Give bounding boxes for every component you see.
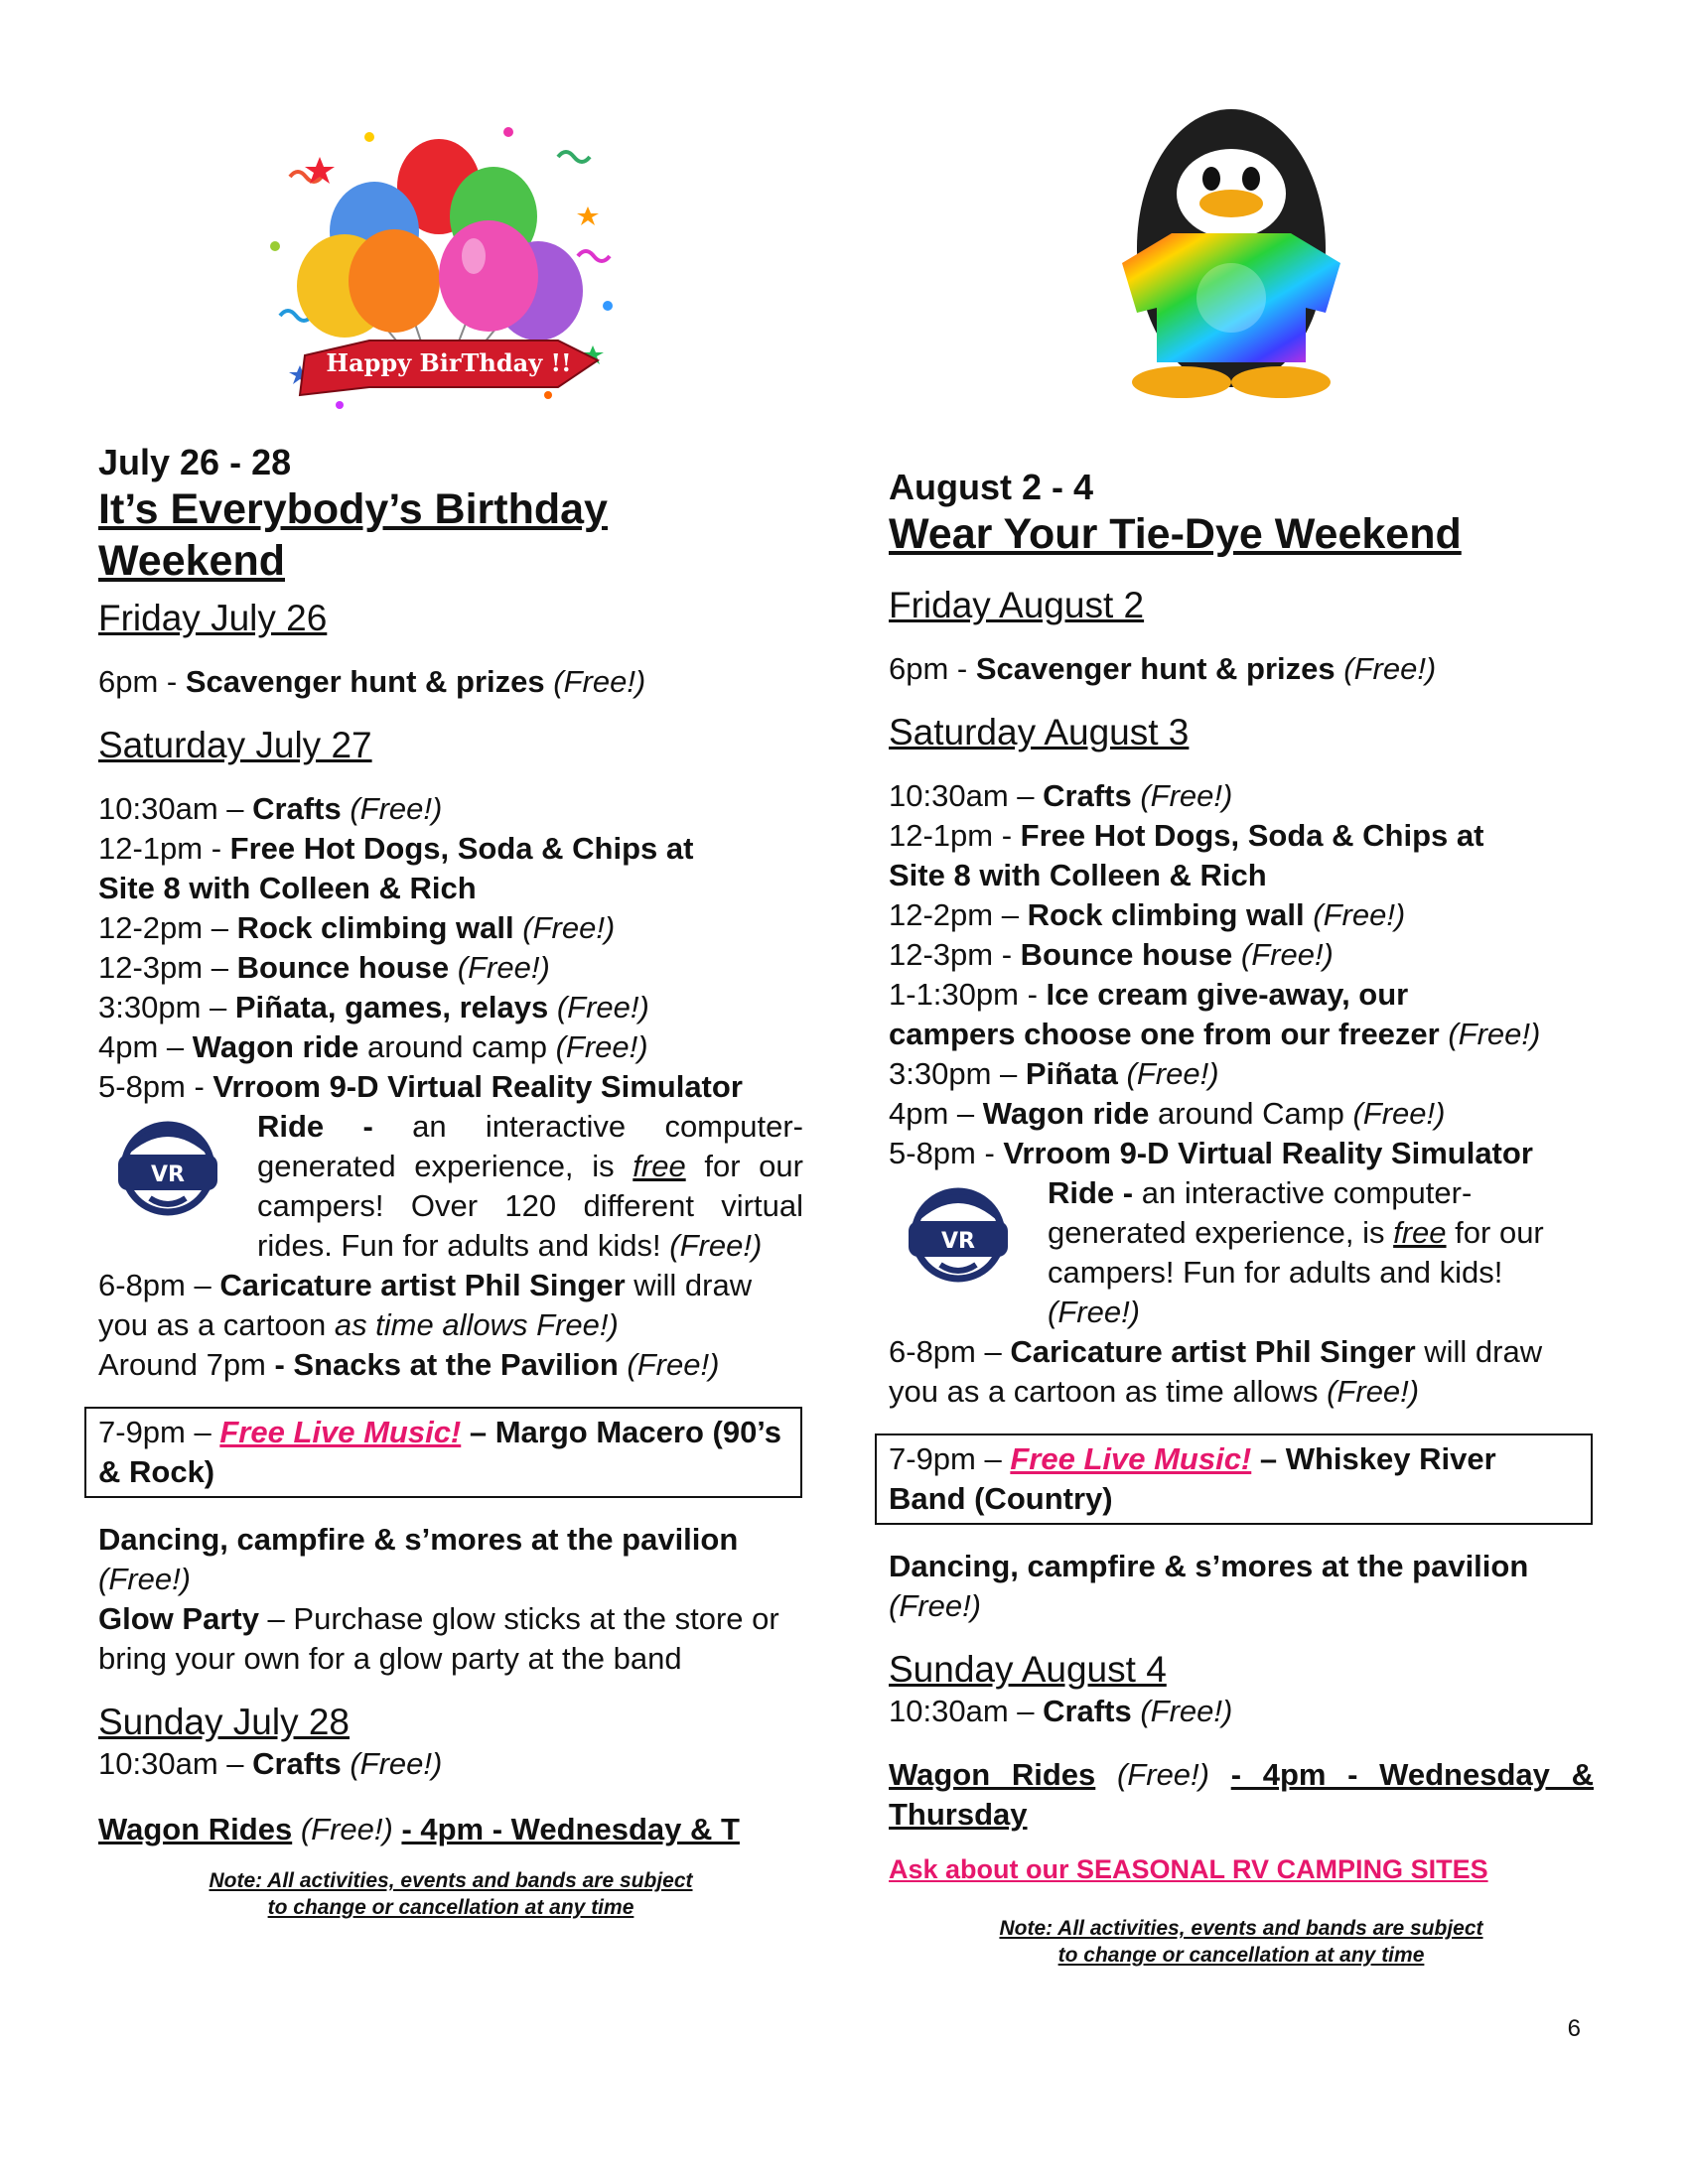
day-heading: Friday August 2 [889, 585, 1145, 625]
disclaimer-note: Note: All activities, events and bands are subject to change or cancellation at any time [209, 1869, 693, 1919]
schedule-item: 12-1pm - Free Hot Dogs, Soda & Chips at Site 8 with Colleen & Rich [889, 818, 1484, 892]
page-number: 6 [1567, 2015, 1581, 2042]
schedule-list [889, 776, 1594, 1412]
day-heading: Sunday July 28 [98, 1702, 351, 1742]
schedule-item: 6pm - Scavenger hunt & prizes (Free!) [98, 664, 646, 699]
schedule-item: 6-8pm – Caricature artist Phil Singer will draw you as a cartoon as time allows Free!) [98, 1268, 753, 1342]
schedule-item: 10:30am – Crafts (Free!) [98, 791, 443, 826]
birthday-badge-text: Happy BirThday !! [326, 348, 572, 377]
wagon-rides-line: Wagon Rides (Free!) - 4pm - Wednesday & T [98, 1812, 740, 1846]
schedule-list [98, 789, 803, 1385]
wagon-rides-line: Wagon Rides (Free!) - 4pm - Wednesday & Thursday [889, 1757, 1594, 1832]
schedule-item: Dancing, campfire & s’mores at the pavilion (Free!) [889, 1549, 1529, 1623]
vr-text: Ride - an interactive computer-generated experience, is free for our campers! Fun for adults and kids! (Free!) [1048, 1175, 1544, 1329]
schedule-item: Dancing, campfire & s’mores at the pavilion (Free!) [98, 1522, 739, 1596]
schedule-item: 10:30am – Crafts (Free!) [889, 1694, 1233, 1728]
vr-description [98, 1107, 803, 1266]
right-column [889, 467, 1594, 1969]
free-live-music-link[interactable]: Free Live Music! [1010, 1441, 1252, 1476]
vr-description [889, 1173, 1594, 1332]
live-music-box [875, 1433, 1593, 1525]
seasonal-sites-link[interactable] [889, 1854, 1594, 1885]
schedule-item: Around 7pm - Snacks at the Pavilion (Free!) [98, 1347, 720, 1382]
schedule-item: 6pm - Scavenger hunt & prizes (Free!) [889, 651, 1437, 686]
schedule-item: 12-2pm – Rock climbing wall (Free!) [889, 897, 1406, 932]
schedule-item: 5-8pm - Vrroom 9-D Virtual Reality Simulator [889, 1136, 1533, 1170]
schedule-item: 10:30am – Crafts (Free!) [98, 1746, 443, 1781]
seasonal-sites-link-text[interactable]: Ask about our SEASONAL RV CAMPING SITES [889, 1854, 1488, 1884]
schedule-item: 10:30am – Crafts (Free!) [889, 778, 1233, 813]
day-heading: Friday July 26 [98, 598, 328, 638]
day-heading: Sunday August 4 [889, 1649, 1167, 1690]
event-title [98, 483, 803, 587]
schedule-item: 4pm – Wagon ride around Camp (Free!) [889, 1096, 1446, 1131]
event-dates: July 26 - 28 [98, 442, 292, 482]
evening-list [98, 1520, 803, 1679]
schedule-item: 12-3pm – Bounce house (Free!) [98, 950, 550, 985]
schedule-item: 6-8pm – Caricature artist Phil Singer will draw you as a cartoon as time allows (Free!) [889, 1334, 1543, 1409]
vr-text: Ride - an interactive computer-generated experience, is free for our campers! Over 120 different virtual rides. Fun for adults and kids! (Free!) [257, 1109, 803, 1263]
schedule-item: Glow Party – Purchase glow sticks at the store or bring your own for a glow party at the band [98, 1601, 779, 1676]
live-music-box [84, 1407, 802, 1498]
event-title: Wear Your Tie-Dye Weekend [889, 510, 1462, 558]
vr-headset-icon [98, 1107, 257, 1236]
vr-badge-text: VR [941, 1229, 975, 1254]
schedule-item: 12-3pm - Bounce house (Free!) [889, 937, 1334, 972]
schedule-item: 3:30pm – Piñata (Free!) [889, 1056, 1219, 1091]
schedule-item: 1-1:30pm - Ice cream give-away, our campers choose one from our freezer (Free!) [889, 977, 1541, 1051]
event-title-line: Weekend [98, 537, 285, 585]
schedule-item: 5-8pm - Vrroom 9-D Virtual Reality Simulator [98, 1069, 743, 1104]
event-dates: August 2 - 4 [889, 467, 1094, 507]
vr-badge-text: VR [151, 1162, 185, 1187]
vr-headset-icon [889, 1173, 1048, 1302]
schedule-item: 3:30pm – Piñata, games, relays (Free!) [98, 990, 649, 1024]
schedule-item: 12-2pm – Rock climbing wall (Free!) [98, 910, 616, 945]
left-column [98, 442, 803, 1921]
free-live-music-link[interactable]: Free Live Music! [219, 1415, 462, 1449]
day-heading: Saturday July 27 [98, 725, 372, 765]
live-music-line: 7-9pm – Free Live Music! – Margo Macero (90’s & Rock) [98, 1415, 782, 1489]
disclaimer-note: Note: All activities, events and bands are subject to change or cancellation at any time [999, 1917, 1483, 1967]
birthday-balloons-image [260, 117, 628, 425]
penguin-tie-dye-image [1072, 99, 1390, 412]
event-title-line: It’s Everybody’s Birthday [98, 485, 608, 533]
schedule-item: 4pm – Wagon ride around camp (Free!) [98, 1029, 648, 1064]
live-music-line: 7-9pm – Free Live Music! – Whiskey River Band (Country) [889, 1441, 1496, 1516]
day-heading: Saturday August 3 [889, 712, 1190, 752]
schedule-item: 12-1pm - Free Hot Dogs, Soda & Chips at Site 8 with Colleen & Rich [98, 831, 694, 905]
